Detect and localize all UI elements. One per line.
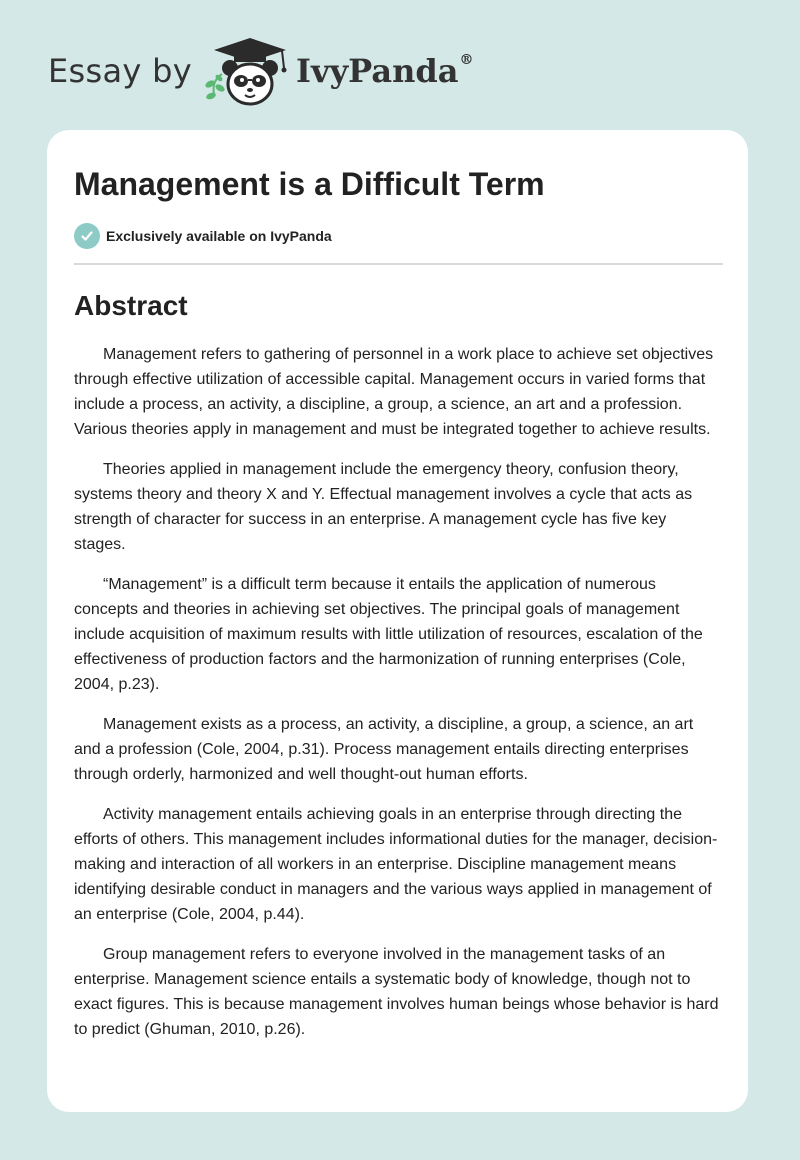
paragraph: Theories applied in management include the emergency theory, confusion theory, systems theory and theory X and Y. Effectual management involves a cycle that acts as strength of character for success in an enterprise. A management cycle has five key stages. [74, 461, 693, 553]
exclusive-badge [74, 222, 721, 250]
badge-label: Exclusively available on IvyPanda [106, 228, 332, 244]
check-icon [74, 223, 100, 249]
page-title: Management is a Difficult Term [74, 166, 545, 202]
brand-prefix: Essay by [48, 52, 192, 90]
section-heading: Abstract [74, 290, 188, 321]
paragraph: Management exists as a process, an activity, a discipline, a group, a science, an art and a profession (Cole, 2004, p.31). Process management entails directing enterprises through orderly, harmonized and well thought-out human efforts. [74, 716, 694, 783]
brand-name: IvyPanda® [296, 52, 474, 90]
divider [74, 263, 723, 265]
paragraph: “Management” is a difficult term because it entails the application of numerous concepts and theories in achieving set objectives. The principal goals of management include acquisition of maximum results with little utilization of resources, escalation of the effectiveness of production factors and the harmonization of running enterprises (Cole, 2004, p.23). [74, 576, 703, 693]
registered-mark: ® [459, 52, 474, 69]
paragraph: Activity management entails achieving goals in an enterprise through directing the efforts of others. This management includes informational duties for the manager, decision-making and interaction of all workers in an enterprise. Discipline management means identifying desirable conduct in managers and the various ways applied in management of an enterprise (Cole, 2004, p.44). [74, 806, 718, 923]
essay-body [74, 342, 721, 1042]
paragraph: Management refers to gathering of personnel in a work place to achieve set objectives through effective utilization of accessible capital. Management occurs in varied forms that include a process, an activity, a discipline, a group, a science, an art and a profession. Various theories apply in management and must be integrated together to achieve results. [74, 346, 714, 438]
essay-card [47, 130, 748, 1112]
leaf-icon [204, 74, 226, 101]
brand-header [48, 34, 474, 110]
paragraph: Group management refers to everyone involved in the management tasks of an enterprise. Management science entails a systematic body of knowledge, though not to exact figures. This is because management involves human beings whose behavior is hard to predict (Ghuman, 2010, p.26). [74, 946, 719, 1038]
panda-graduate-icon [200, 34, 296, 110]
